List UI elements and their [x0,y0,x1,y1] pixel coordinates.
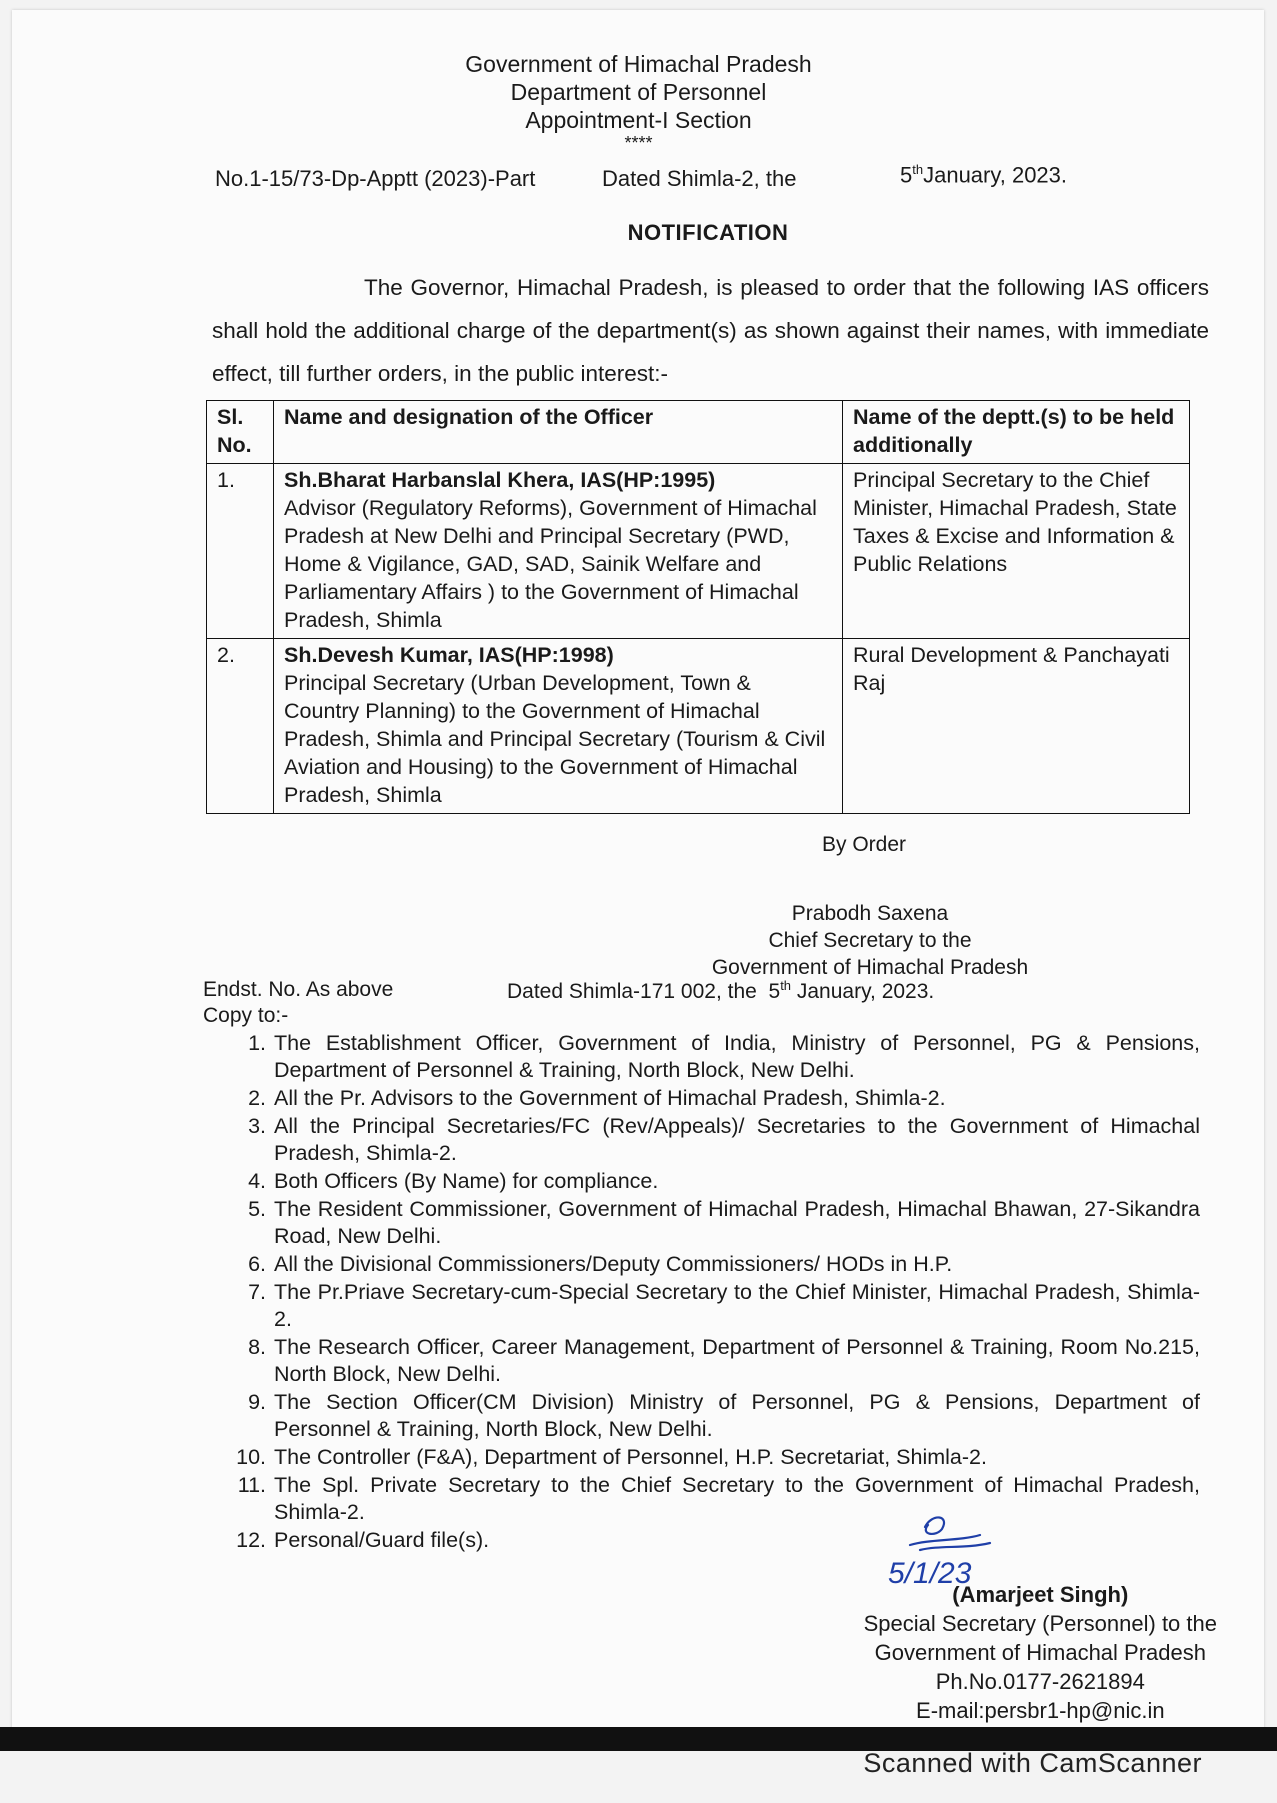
handwritten-signature [880,1505,1020,1590]
endorsement-number: Endst. No. As above [203,978,394,1001]
officer-designation: Principal Secretary (Urban Development, Town & Country Planning) to the Government of Himachal Pradesh, Shimla and Principal Secretary (Tourism & Civil Aviation and Housing) to the Government of Himachal Pradesh, Shimla [284,671,826,807]
officer-name: Sh.Bharat Harbanslal Khera, IAS(HP:1995) [284,468,716,492]
list-item: 1. The Establishment Officer, Government of India, Ministry of Personnel, PG & Pensions, Department of Personnel & Training, North Block, New Delhi. [248,1031,1200,1082]
letterhead [0,50,1277,152]
chief-secretary-name: Prabodh Saxena [791,902,949,925]
copy-to-label: Copy to:- [203,1004,289,1027]
intro-paragraph: The Governor, Himachal Pradesh, is pleased to order that the following IAS officers shall hold the additional charge of the department(s) as shown against their names, with immediate effect, till further orders, in the public interest:- [212,275,1209,386]
signatory-phone: Ph.No.0177-2621894 [935,1669,1145,1694]
chief-secretary-title: Chief Secretary to the [768,929,972,952]
chief-secretary-block [650,900,1090,981]
row-officer-cell [274,464,843,639]
list-item: 6. All the Divisional Commissioners/Deputy Commissioners/ HODs in H.P. [248,1252,953,1276]
endorsement-dated: Dated Shimla-171 002, the 5th January, 2023. [507,978,935,1003]
list-item: 7. The Pr.Priave Secretary-cum-Special Secretary to the Chief Minister, Himachal Pradesh, Shimla-2. [248,1280,1200,1331]
signature-block [864,1580,1217,1725]
list-item: 11. The Spl. Private Secretary to the Chief Secretary to the Government of Himachal Pradesh, Shimla-2. [237,1473,1200,1524]
signatory-email: E-mail:persbr1-hp@nic.in [916,1698,1165,1723]
row-sl: 2. [207,639,274,814]
list-item: 8. The Research Officer, Career Management, Department of Personnel & Training, Room No.215, North Block, New Delhi. [248,1335,1200,1386]
table-header-row [207,401,1190,464]
reference-date: 5thJanuary, 2023. [900,162,1068,188]
department-name: Department of Personnel [510,79,767,105]
row-departments: Rural Development & Panchayati Raj [843,639,1190,814]
list-item: 3. All the Principal Secretaries/FC (Rev/Appeals)/ Secretaries to the Government of Himachal Pradesh, Shimla-2. [248,1114,1200,1165]
officer-name: Sh.Devesh Kumar, IAS(HP:1998) [284,643,614,667]
table-row [207,464,1190,639]
chief-secretary-govt: Government of Himachal Pradesh [711,956,1029,979]
header-sl-no: Sl. No. [207,401,274,464]
copy-list [230,1030,1200,1555]
reference-number: No.1-15/73-Dp-Apptt (2023)-Part [215,166,536,191]
by-order: By Order [822,833,907,856]
header-departments: Name of the deptt.(s) to be held additionally [843,401,1190,464]
scanner-watermark: Scanned with CamScanner [863,1748,1202,1778]
list-item: 10. The Controller (F&A), Department of Personnel, H.P. Secretariat, Shimla-2. [236,1445,987,1469]
officer-designation: Advisor (Regulatory Reforms), Government of Himachal Pradesh at New Delhi and Principal Secretary (PWD, Home & Vigilance, GAD, SAD, Sainik Welfare and Parliamentary Affairs ) to the Government of Himachal Pradesh, Shimla [284,496,817,632]
list-item: 5. The Resident Commissioner, Government of Himachal Pradesh, Himachal Bhawan, 27-Sikandra Road, New Delhi. [248,1197,1200,1248]
list-item: 2. All the Pr. Advisors to the Government of Himachal Pradesh, Shimla-2. [248,1086,946,1110]
officers-table [206,400,1190,814]
list-item: 4. Both Officers (By Name) for compliance. [248,1169,659,1193]
govt-name: Government of Himachal Pradesh [465,51,812,77]
row-departments: Principal Secretary to the Chief Minister, Himachal Pradesh, State Taxes & Excise and Information & Public Relations [843,464,1190,639]
handwritten-date: 5/1/23 [888,1557,972,1590]
signatory-govt: Government of Himachal Pradesh [874,1640,1206,1665]
table-row [207,639,1190,814]
list-item: 12. Personal/Guard file(s). [236,1528,490,1552]
notification-title: NOTIFICATION [627,220,789,245]
reference-dated: Dated Shimla-2, the [602,166,797,191]
list-item: 9. The Section Officer(CM Division) Ministry of Personnel, PG & Pensions, Department of Personnel & Training, North Block, New Delhi. [248,1390,1200,1441]
header-officer: Name and designation of the Officer [274,401,843,464]
row-officer-cell [274,639,843,814]
signatory-title: Special Secretary (Personnel) to the [863,1611,1217,1636]
section-name: Appointment-I Section [525,107,752,133]
row-sl: 1. [207,464,274,639]
header-stars: **** [624,133,653,153]
signatory-name: (Amarjeet Singh) [952,1582,1129,1607]
